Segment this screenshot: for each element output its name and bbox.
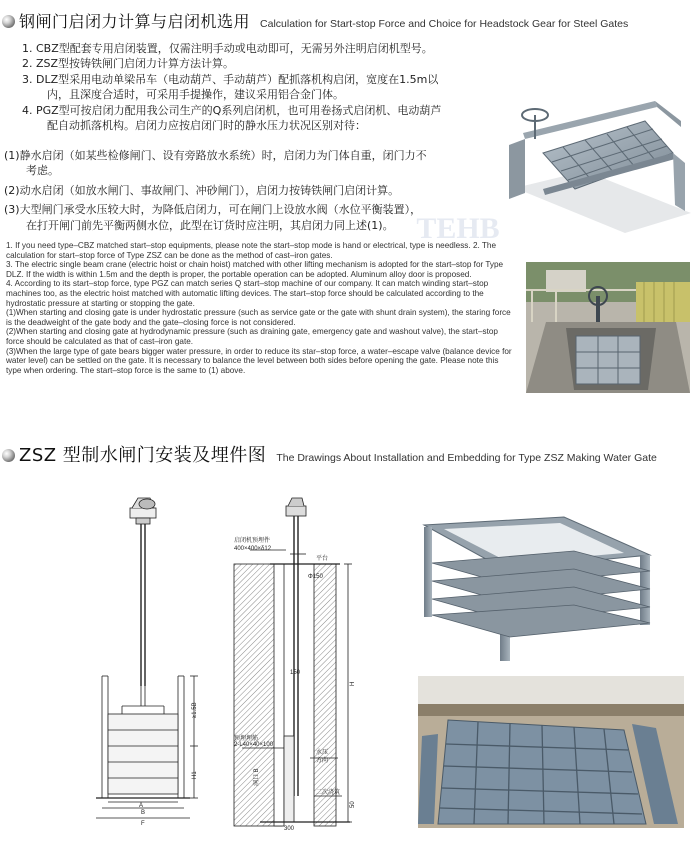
section1-title-cn: 钢闸门启闭力计算与启闭机选用 <box>19 12 251 31</box>
en-note-4: 4. According to its start–stop force, type PGZ can match series Q start–stop machine of our company. It can match winding start–stop machines too, as the electric hoist matched with automatic lifting devices. The start–stop force should be calculated according to the hydrostatic pressure at starting or stopping the gate. <box>6 279 489 308</box>
label-embed-size: 400×400×δ12 <box>234 546 272 552</box>
photo-gate-onsite <box>418 676 684 828</box>
stacked-frames-illustration <box>414 515 656 663</box>
dim-h2: ≥1.5B <box>192 702 198 718</box>
photo-stacked-frames <box>414 515 656 663</box>
label-50: 50 <box>350 801 356 808</box>
label-embed-angle: 2-L40×40×100 <box>234 742 274 748</box>
label-300: 300 <box>284 826 295 832</box>
en-note-7: (3)When the large type of gate bears bigger water pressure, in order to reduce its star–stop force, a water–escape valve (balance device for water level) can be settled on the gate. It is necessary to balance the level between both sides before opening the gate. Please note this type when ordering. The start–stop force is the same to (1) above. <box>6 346 512 375</box>
dim-h1: H1 <box>192 771 198 779</box>
chinese-notes <box>22 41 507 133</box>
dim-b: B <box>141 810 146 816</box>
cn-sub-1b: 考虑。 <box>26 164 59 178</box>
label-hole: 洞口 B <box>254 768 260 786</box>
label-second-pour: 二次浇筑 <box>316 790 341 796</box>
label-embed-bars: 预埋埋筋 <box>234 736 259 742</box>
watermark: TEHB <box>416 212 500 245</box>
en-note-1: 1. If you need type–CBZ matched start–stop equipments, please note the start–stop mode is hand or electrical, type is needless. 2. The calculation for start–stop force of Type ZSZ can be done as the method of cast–iron gates. <box>6 241 497 260</box>
cn-note-3a: 3. DLZ型采用电动单梁吊车（电动葫芦、手动葫芦）配抓落机构启闭，宽度在1.5m以 <box>22 72 439 86</box>
label-150: 150 <box>290 670 301 676</box>
elevation-drawing <box>92 496 204 826</box>
section2-header <box>2 441 657 467</box>
cn-note-4b: 配自动抓落机构。启闭力应按启闭门时的静水压力状况区别对待： <box>47 119 366 133</box>
section2-title-cn: ZSZ 型制水闸门安装及埋件图 <box>19 445 267 466</box>
label-water-pressure: 水压 <box>316 750 329 756</box>
dim-f: F <box>141 821 145 827</box>
label-h: H <box>350 681 356 686</box>
onsite-gate-illustration <box>418 676 684 828</box>
cn-sub-3b: 在打开闸门前先平衡两侧水位，此型在订货时应注明，其启闭力同上述(1)。 <box>26 218 394 232</box>
section1-header <box>2 9 628 32</box>
cn-note-4a: 4. PGZ型可按启闭力配用我公司生产的Q系列启闭机，也可用卷扬式启闭机、电动葫芦 <box>22 103 442 117</box>
dim-a: A <box>139 803 144 809</box>
photo-gate-frame <box>505 93 691 238</box>
installed-gate-illustration <box>526 262 690 393</box>
label-platform: 平台 <box>316 556 329 562</box>
en-note-6: (2)When starting and closing gate at hydrodynamic pressure (such as draining gate, emergency gate and washout valve), the start–stop force should be calculated as that of cast–iron gate. <box>6 327 498 346</box>
section-drawing <box>230 496 380 836</box>
bullet-icon <box>2 449 15 462</box>
photo-gate-installed <box>526 262 690 393</box>
cn-note-3b: 内，且深度合适时，可采用手提操作，建议采用铝合金门体。 <box>47 88 344 102</box>
bullet-icon <box>2 15 15 28</box>
label-headstock-embed: 启闭机预埋件 <box>234 538 271 544</box>
gate-frame-illustration <box>505 93 691 238</box>
cn-note-2: 2. ZSZ型按铸铁闸门启闭力计算方法计算。 <box>22 57 235 71</box>
en-note-3: 3. The electric single beam crane (electric hoist or chain hoist) matched with other lifting mechanism is adopted for the start–stop for Type DLZ. If the width is within 1.5m and the depth is proper, the portable operation can be adopted. Aluminum alloy door is proposed. <box>6 260 504 279</box>
cn-note-1: 1. CBZ型配套专用启闭装置，仅需注明手动或电动即可，无需另外注明启闭机型号。 <box>22 42 433 55</box>
cn-sub-1a: (1)静水启闭（如某些检修闸门、设有旁路放水系统）时，启闭力为门体自重，闭门力不 <box>4 149 427 162</box>
label-phi150: Φ150 <box>308 574 323 580</box>
section1-title-en: Calculation for Start-stop Force and Choice for Headstock Gear for Steel Gates <box>260 18 629 30</box>
section2-title-en: The Drawings About Installation and Embedding for Type ZSZ Making Water Gate <box>276 452 657 464</box>
label-direction: 方向 <box>316 758 329 764</box>
cn-sub-3a: (3)大型闸门承受水压较大时，为降低启闭力，可在闸门上设放水阀（水位平衡装置）， <box>4 203 422 217</box>
en-note-5: (1)When starting and closing gate is under hydrostatic pressure (such as service gate or the gate with shunt drain system), the staring force is the deadweight of the gate body and the gate–closing force is not considered. <box>6 308 511 327</box>
cn-sub-2: (2)动水启闭（如放水闸门、事故闸门、冲砂闸门），启闭力按铸铁闸门启闭计算。 <box>4 183 400 197</box>
